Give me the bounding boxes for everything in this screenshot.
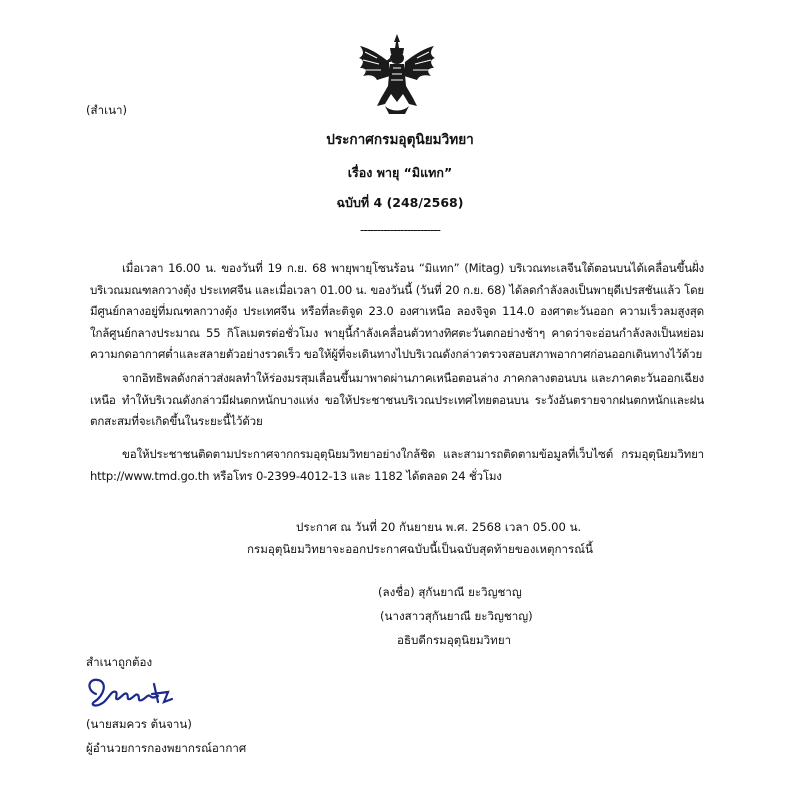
certifier-position: ผู้อำนวยการกองพยากรณ์อากาศ xyxy=(86,741,247,755)
announcement-subject: เรื่อง พายุ “มิแทก” xyxy=(347,165,453,180)
announcement-date: ประกาศ ณ วันที่ 20 กันยายน พ.ศ. 2568 เวลา 05.00 น. xyxy=(296,520,582,534)
body-paragraph-3: ขอให้ประชาชนติดตามประกาศจากกรมอุตุนิยมวิทยาอย่างใกล้ชิด และสามารถติดตามข้อมูลที่เว็บไซต์ กรมอุตุนิยมวิทยา http://www.tmd.go.th หรือโทร 0-2399-4012-13 และ 1182 ได้ตลอด 24 ชั่วโมง xyxy=(90,447,704,483)
announcement-title: ประกาศกรมอุตุนิยมวิทยา xyxy=(326,132,474,148)
signer-position: อธิบดีกรมอุตุนิยมวิทยา xyxy=(397,633,512,647)
signer-name: (นางสาวสุกันยาณี ยะวิญชาญ) xyxy=(380,609,533,623)
copy-label: (สำเนา) xyxy=(86,103,128,117)
signer-signed-line: (ลงชื่อ) สุกันยาณี ยะวิญชาญ xyxy=(378,585,522,599)
certified-copy-label: สำเนาถูกต้อง xyxy=(86,655,153,669)
handwritten-signature-icon xyxy=(82,672,182,712)
announcement-issue-number: ฉบับที่ 4 (248/2568) xyxy=(336,195,464,210)
certifier-name: (นายสมควร ต้นจาน) xyxy=(86,717,192,731)
body-paragraph-2: จากอิทธิพลดังกล่าวส่งผลทำให้ร่องมรสุมเลื่อนขึ้นมาพาดผ่านภาคเหนือตอนล่าง ภาคกลางตอนบน และภาคตะวันออกเฉียงเหนือ ทำให้บริเวณดังกล่าวมีฝนตกหนักบางแห่ง ขอให้ประชาชนบริเวณประเทศไทยตอนบน ระวังอันตรายจากฝนตกหนักและฝนตกสะสมที่จะเกิดขึ้นในระยะนี้ไว้ด้วย xyxy=(90,371,704,429)
body-paragraph-1: เมื่อเวลา 16.00 น. ของวันที่ 19 ก.ย. 68 พายุพายุโซนร้อน “มิแทก” (Mitag) บริเวณทะเลจีนใต้ตอนบนได้เคลื่อนขึ้นฝั่งบริเวณมณฑลกวางตุ้ง ประเทศจีน และเมื่อเวลา 01.00 น. ของวันนี้ (วันที่ 20 ก.ย. 68) ได้ลดกำลังลงเป็นพายุดีเปรสชันแล้ว โดยมีศูนย์กลางอยู่ที่มณฑลกวางตุ้ง ประเทศจีน หรือที่ละติจูด 23.0 องศาเหนือ ลองจิจูด 114.0 องศาตะวันออก ความเร็วลมสูงสุดใกล้ศูนย์กลางประมาณ 55 กิโลเมตรต่อชั่วโมง พายุนี้กำลังเคลื่อนตัวทางทิศตะวันตกอย่างช้าๆ คาดว่าจะอ่อนกำลังลงเป็นหย่อมความกดอากาศต่ำและสลายตัวอย่างรวดเร็ว ขอให้ผู้ที่จะเดินทางไปบริเวณดังกล่าวตรวจสอบสภาพอากาศก่อนออกเดินทางไว้ด้วย xyxy=(90,261,704,362)
final-notice-line: กรมอุตุนิยมวิทยาจะออกประกาศฉบับนี้เป็นฉบับสุดท้ายของเหตุการณ์นี้ xyxy=(247,542,593,556)
garuda-emblem-icon xyxy=(357,32,437,116)
header-separator: ------------------------ xyxy=(360,223,440,237)
